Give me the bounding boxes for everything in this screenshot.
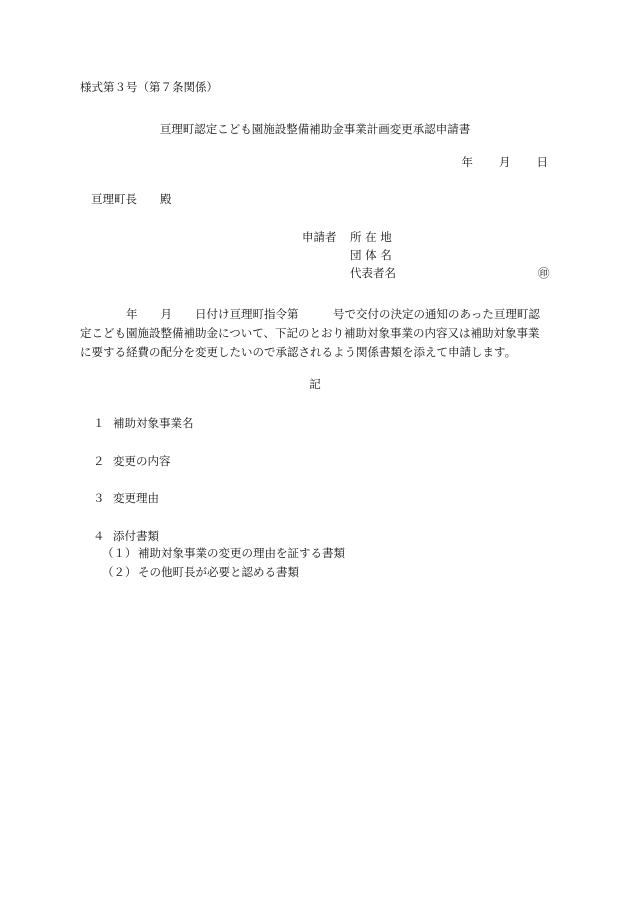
date-month: 月 <box>499 155 511 169</box>
date-day: 日 <box>536 155 548 169</box>
item-attachments <box>93 531 159 543</box>
applicant-label: 申請者 <box>302 230 337 244</box>
item-number: １ <box>93 416 105 430</box>
item-change-content <box>93 456 171 468</box>
item-project-name <box>93 418 194 430</box>
form-number: 様式第３号（第７条関係） <box>80 80 218 94</box>
organization-label: 団 体 名 <box>350 248 392 262</box>
item-change-reason <box>93 493 159 505</box>
date-year: 年 <box>461 155 473 169</box>
request-body <box>80 305 552 362</box>
attachment-number: （２） <box>102 565 137 579</box>
attachment-label: 補助対象事業の変更の理由を証する書類 <box>138 546 345 560</box>
ki-heading: 記 <box>309 377 321 391</box>
attachment-2 <box>102 567 299 579</box>
item-label: 変更理由 <box>113 491 159 505</box>
body-line-2: 定こども園施設整備補助金について、下記のとおり補助対象事業の内容又は補助対象事業 <box>80 326 540 340</box>
item-label: 変更の内容 <box>113 454 171 468</box>
item-label: 補助対象事業名 <box>113 416 194 430</box>
representative-label: 代表者名 <box>350 266 396 280</box>
addressee: 亘理町長 殿 <box>91 192 172 206</box>
application-date <box>462 157 549 169</box>
item-number: ３ <box>93 491 105 505</box>
item-number: ４ <box>93 529 105 543</box>
document-title: 亘理町認定こども園施設整備補助金事業計画変更承認申請書 <box>159 122 471 136</box>
seal-mark: ㊞ <box>538 266 550 280</box>
attachment-number: （１） <box>102 546 137 560</box>
attachment-label: その他町長が必要と認める書類 <box>138 565 299 579</box>
attachment-1 <box>102 548 345 560</box>
item-number: ２ <box>93 454 105 468</box>
item-label: 添付書類 <box>113 529 159 543</box>
address-label: 所 在 地 <box>350 230 392 244</box>
body-line-3: に要する経費の配分を変更したいので承認されるよう関係書類を添えて申請します。 <box>80 345 517 359</box>
body-line-1: 年 月 日付け亘理町指令第 号で交付の決定の通知のあった亘理町認 <box>126 307 540 321</box>
